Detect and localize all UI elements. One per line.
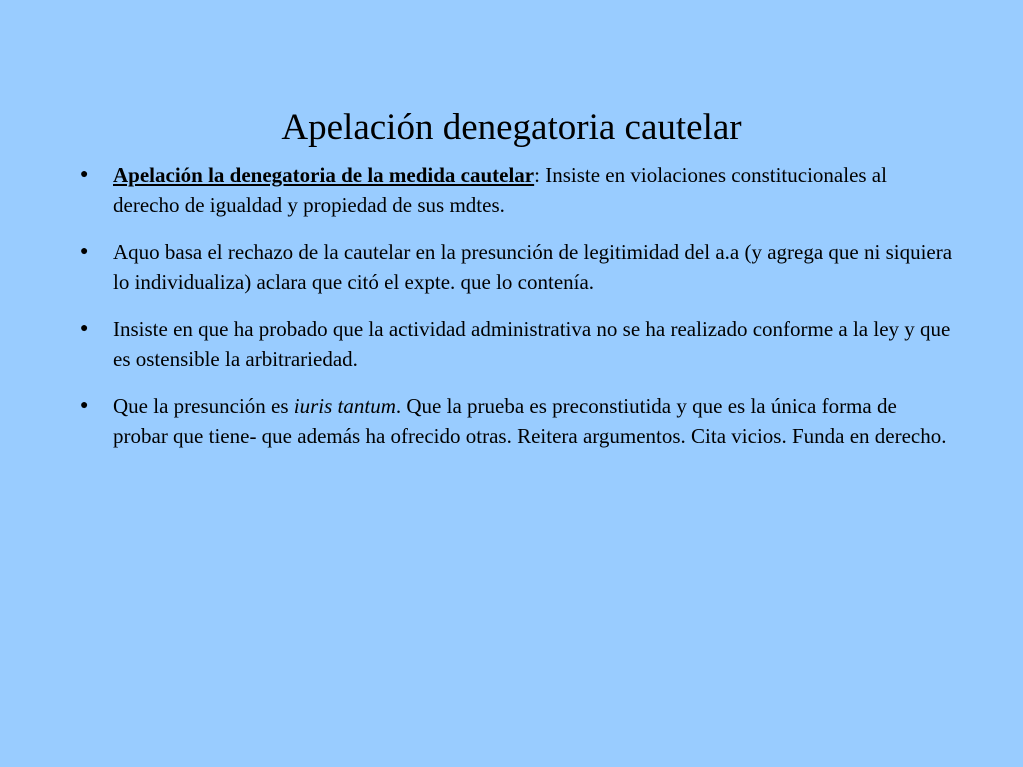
bullet-1-lead: Apelación la denegatoria de la medida cautelar (113, 163, 535, 187)
slide-title: Apelación denegatoria cautelar (281, 107, 742, 148)
bullet-4-text-before: Que la presunción es (113, 394, 294, 418)
bullet-dot-icon: ● (80, 244, 89, 259)
bullet-item-2 (0, 237, 1023, 297)
bullet-dot-icon: ● (80, 167, 89, 182)
bullet-2-text: Aquo basa el rechazo de la cautelar en la presunción de legitimidad del a.a (y agrega que ni siquiera lo individualiza) aclara que citó el expte. que lo contenía. (113, 240, 953, 294)
bullet-1-text: : Insiste en violaciones constitucionales al derecho de igualdad y propiedad de sus mdtes. (113, 163, 887, 217)
bullet-item-4 (0, 391, 1023, 451)
bullet-3-text: Insiste en que ha probado que la actividad administrativa no se ha realizado conforme a la ley y que es ostensible la arbitrariedad. (113, 317, 951, 371)
bullet-item-1 (0, 160, 1023, 220)
bullet-4-italic-term: iuris tantum (293, 394, 396, 418)
bullet-dot-icon: ● (80, 398, 89, 413)
bullet-list (0, 160, 1023, 468)
bullet-dot-icon: ● (80, 321, 89, 336)
bullet-item-3 (0, 314, 1023, 374)
bullet-4-text-after: . Que la prueba es preconstiutida y que es la única forma de probar que tiene- que además ha ofrecido otras. Reitera argumentos. Cita vicios. Funda en derecho. (113, 394, 947, 448)
